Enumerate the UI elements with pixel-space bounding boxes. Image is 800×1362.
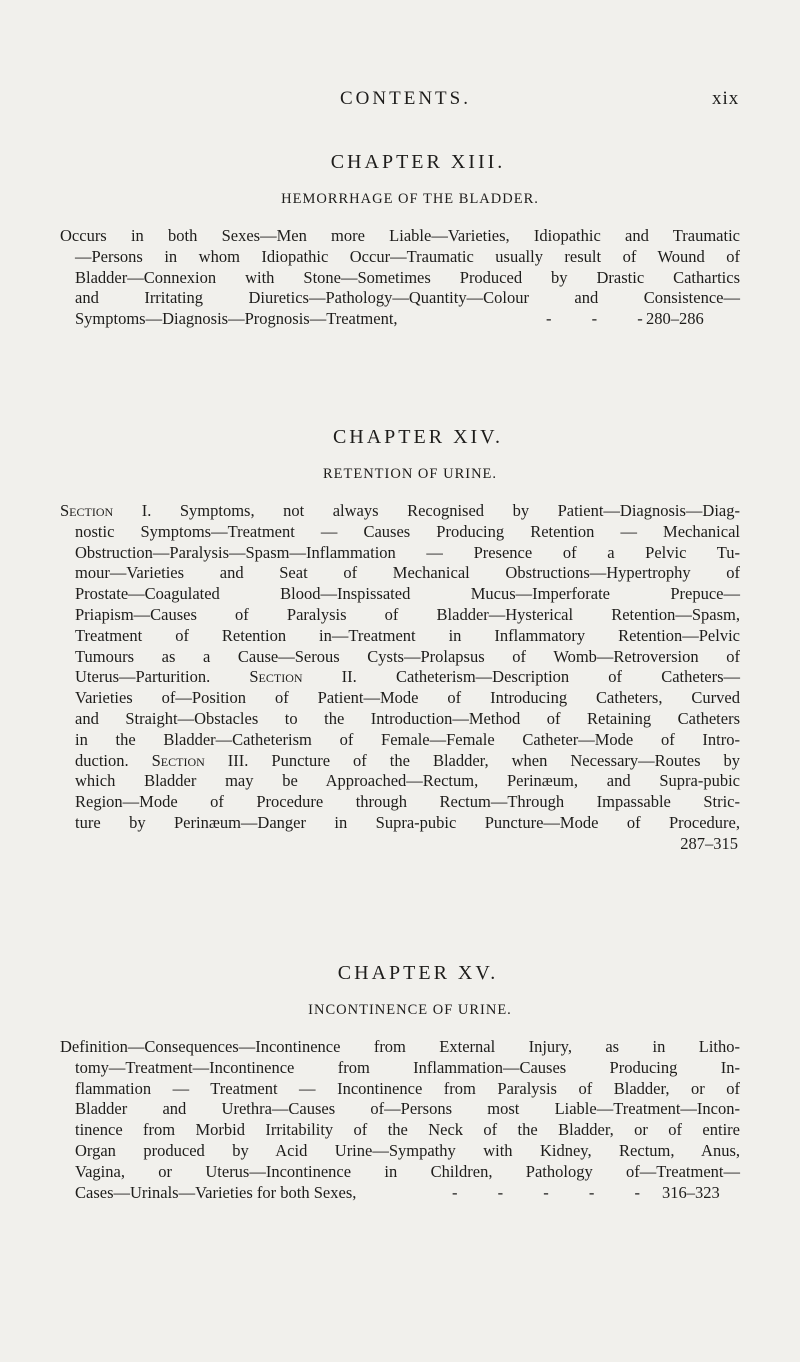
summary-line: mour—Varieties and Seat of Mechanical Obstructions—Hypertrophy of xyxy=(75,563,740,583)
summary-line: Prostate—Coagulated Blood—Inspissated Mucus—Imperforate Prepuce— xyxy=(75,584,740,604)
dot-leader: - - - xyxy=(546,309,661,329)
section-label: Section II. xyxy=(249,667,357,687)
summary-line xyxy=(60,501,740,522)
summary-text: Catheterism—Description of Catheters— xyxy=(395,667,741,687)
summary-line: in the Bladder—Catheterism of Female—Female Catheter—Mode of Intro- xyxy=(75,729,740,749)
summary-line: Bladder and Urethra—Causes of—Persons most Liable—Treatment—Incon- xyxy=(75,1099,740,1119)
summary-line: Treatment of Retention in—Treatment in Inflammatory Retention—Pelvic xyxy=(75,625,740,645)
dot-leader: - - - - - xyxy=(452,1182,658,1202)
summary-line: and Irritating Diuretics—Pathology—Quantity—Colour and Consistence— xyxy=(75,288,740,308)
page-range: 280–286 xyxy=(646,309,704,329)
summary-line xyxy=(60,667,740,688)
summary-line: Vagina, or Uterus—Incontinence in Children, Pathology of—Treatment— xyxy=(75,1161,740,1181)
summary-line: Priapism—Causes of Paralysis of Bladder—Hysterical Retention—Spasm, xyxy=(75,604,740,624)
chapter-summary xyxy=(60,226,740,330)
summary-text: Puncture of the Bladder, when Necessary—Routes by xyxy=(271,750,741,770)
summary-line: —Persons in whom Idiopathic Occur—Traumatic usually result of Wound of xyxy=(75,246,740,266)
chapter-summary xyxy=(60,1037,740,1203)
summary-line xyxy=(60,751,740,772)
page-range: 287–315 xyxy=(680,833,738,853)
section-label: Section III. xyxy=(151,750,249,770)
page-range: 316–323 xyxy=(662,1182,720,1202)
chapter-subject: INCONTINENCE OF URINE. xyxy=(308,1002,512,1018)
chapter-xiii xyxy=(60,151,740,330)
chapter-xv xyxy=(60,962,740,1203)
summary-text: Symptoms, not always Recognised by Patient—Diagnosis—Diag- xyxy=(179,501,740,520)
summary-line: flammation — Treatment — Incontinence from Paralysis of Bladder, or of xyxy=(75,1078,740,1098)
chapter-xiv xyxy=(60,426,740,855)
chapter-heading: CHAPTER XIV. xyxy=(332,426,504,448)
summary-line: Obstruction—Paralysis—Spasm—Inflammation — Presence of a Pelvic Tu- xyxy=(75,542,740,562)
chapter-subject: RETENTION OF URINE. xyxy=(322,466,498,482)
summary-line: Occurs in both Sexes—Men more Liable—Varieties, Idiopathic and Traumatic xyxy=(60,226,740,245)
summary-line: tinence from Morbid Irritability of the Neck of the Bladder, or of entire xyxy=(75,1120,740,1140)
summary-line-last xyxy=(60,309,740,330)
summary-text: Uterus—Parturition. xyxy=(75,667,211,687)
chapter-subject: HEMORRHAGE OF THE BLADDER. xyxy=(281,191,539,207)
chapter-heading: CHAPTER XIII. xyxy=(330,151,506,173)
running-title: CONTENTS. xyxy=(340,88,471,109)
chapter-heading: CHAPTER XV. xyxy=(337,962,499,984)
section-label: Section I. xyxy=(60,501,152,520)
running-head xyxy=(0,88,800,118)
summary-line-text: Cases—Urinals—Varieties for both Sexes, xyxy=(75,1182,357,1202)
summary-line: Organ produced by Acid Urine—Sympathy with Kidney, Rectum, Anus, xyxy=(75,1140,740,1160)
summary-line-text: Symptoms—Diagnosis—Prognosis—Treatment, xyxy=(75,309,398,329)
summary-line: Tumours as a Cause—Serous Cysts—Prolapsus of Womb—Retroversion of xyxy=(75,646,740,666)
summary-line: and Straight—Obstacles to the Introduction—Method of Retaining Catheters xyxy=(75,708,740,728)
chapter-summary xyxy=(60,501,740,855)
summary-line: Definition—Consequences—Incontinence from External Injury, as in Litho- xyxy=(60,1037,740,1056)
summary-line: tomy—Treatment—Incontinence from Inflammation—Causes Producing In- xyxy=(75,1057,740,1077)
summary-line: which Bladder may be Approached—Rectum, Perinæum, and Supra-pubic xyxy=(75,771,740,791)
summary-line: Bladder—Connexion with Stone—Sometimes Produced by Drastic Cathartics xyxy=(75,267,740,287)
summary-text: duction. xyxy=(75,750,129,770)
summary-line: ture by Perinæum—Danger in Supra-pubic Puncture—Mode of Procedure, xyxy=(75,812,740,832)
summary-line: nostic Symptoms—Treatment — Causes Producing Retention — Mechanical xyxy=(75,521,740,541)
summary-line-last xyxy=(60,1183,740,1204)
summary-line: Varieties of—Position of Patient—Mode of Introducing Catheters, Curved xyxy=(75,688,740,708)
summary-line: Region—Mode of Procedure through Rectum—Through Impassable Stric- xyxy=(75,792,740,812)
page-number: xix xyxy=(712,88,740,109)
